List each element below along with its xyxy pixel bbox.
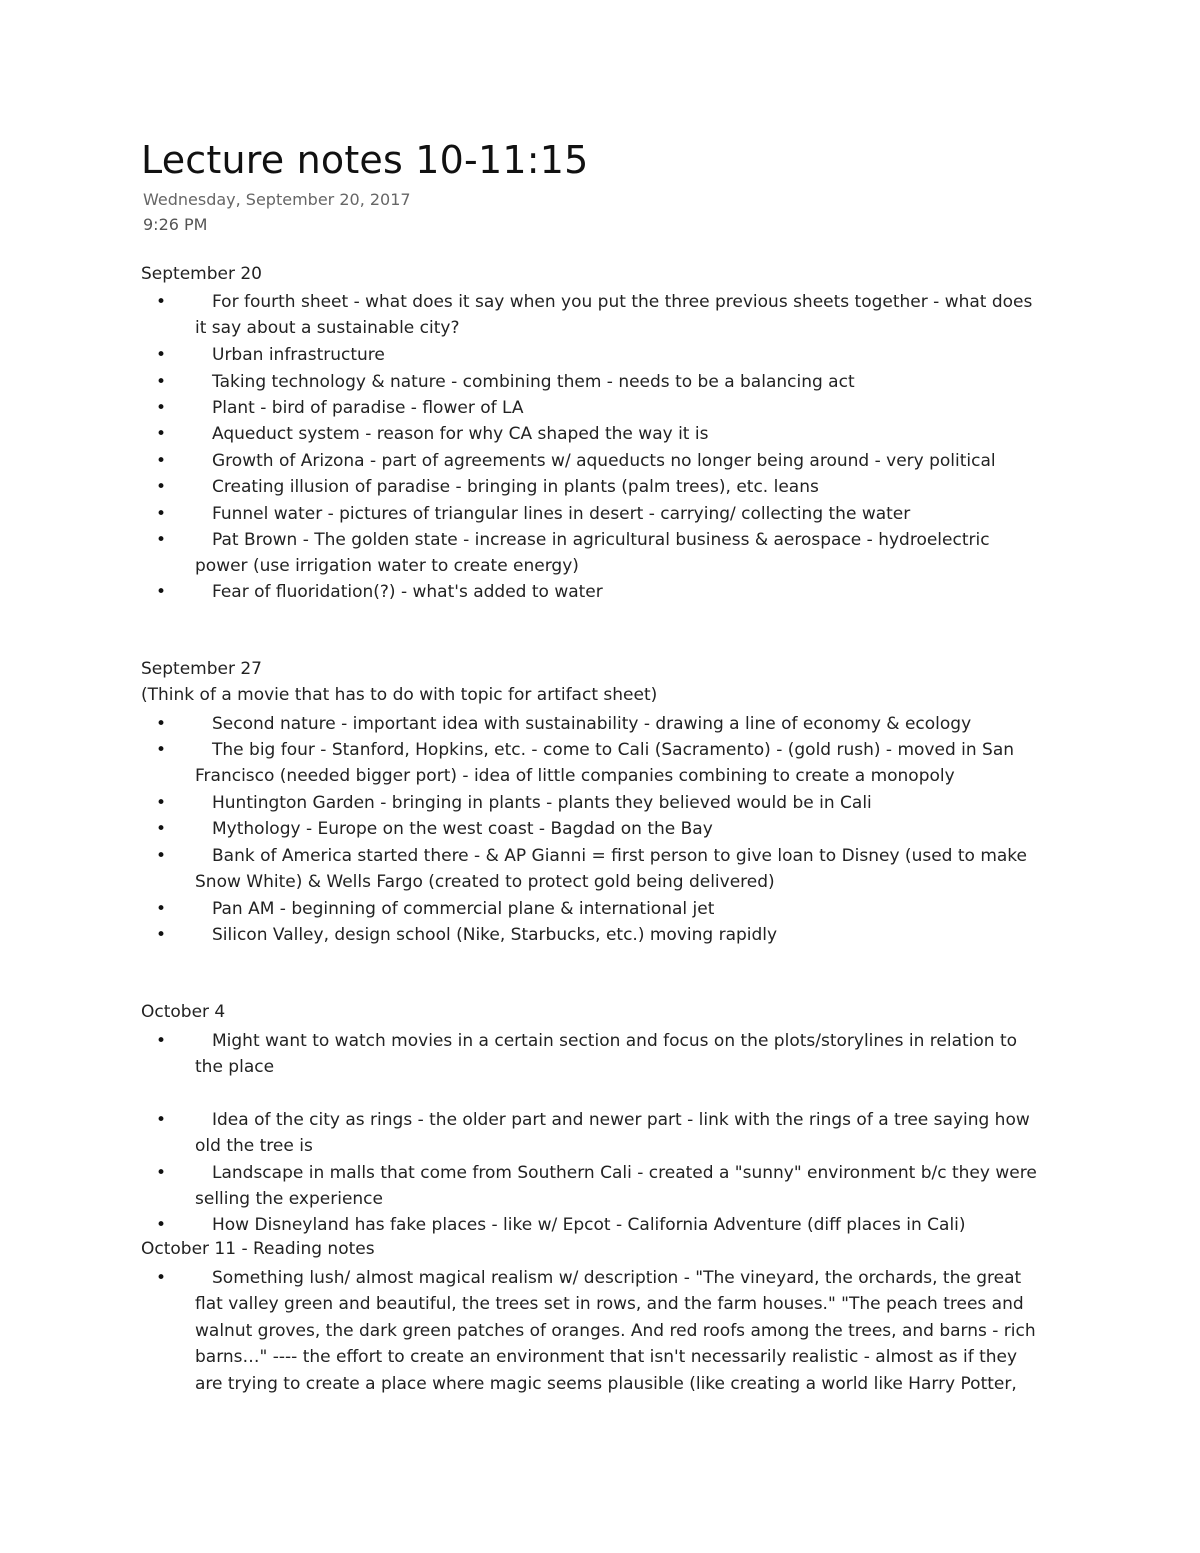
section-heading: October 4	[141, 1002, 226, 1022]
list-item-text: For fourth sheet - what does it say when you put the three previous sheets together - what does	[212, 292, 1033, 312]
bullet-icon: •	[156, 925, 167, 945]
bullet-icon: •	[156, 477, 167, 497]
list-item-text: Growth of Arizona - part of agreements w/ aqueducts no longer being around - very political	[212, 451, 996, 471]
page-title: Lecture notes 10-11:15	[141, 138, 589, 182]
list-item-text: power (use irrigation water to create energy)	[195, 556, 579, 576]
list-item-text: selling the experience	[195, 1189, 383, 1209]
bullet-icon: •	[156, 740, 167, 760]
list-item-text: Urban infrastructure	[212, 345, 385, 365]
list-item-text: Something lush/ almost magical realism w/ description - "The vineyard, the orchards, the great	[212, 1268, 1022, 1288]
bullet-icon: •	[156, 372, 167, 392]
list-item-text: Creating illusion of paradise - bringing in plants (palm trees), etc. leans	[212, 477, 819, 497]
bullet-icon: •	[156, 714, 167, 734]
list-item-text: Mythology - Europe on the west coast - Bagdad on the Bay	[212, 819, 713, 839]
list-item-text: The big four - Stanford, Hopkins, etc. - come to Cali (Sacramento) - (gold rush) - moved in San	[212, 740, 1015, 760]
bullet-icon: •	[156, 819, 167, 839]
list-item-text: the place	[195, 1057, 275, 1077]
list-item-text: Aqueduct system - reason for why CA shaped the way it is	[212, 424, 709, 444]
list-item-text: walnut groves, the dark green patches of oranges. And red roofs among the trees, and barns - rich	[195, 1321, 1036, 1341]
list-item-text: Might want to watch movies in a certain section and focus on the plots/storylines in relation to	[212, 1031, 1018, 1051]
list-item-text: barns…" ---- the effort to create an environment that isn't necessarily realistic - almost as if they	[195, 1347, 1018, 1367]
list-item-text: Funnel water - pictures of triangular lines in desert - carrying/ collecting the water	[212, 504, 911, 524]
list-item-text: Francisco (needed bigger port) - idea of little companies combining to create a monopoly	[195, 766, 955, 786]
list-item-text: Snow White) & Wells Fargo (created to protect gold being delivered)	[195, 872, 775, 892]
bullet-icon: •	[156, 793, 167, 813]
list-item-text: it say about a sustainable city?	[195, 318, 460, 338]
section-note: (Think of a movie that has to do with topic for artifact sheet)	[141, 685, 658, 705]
bullet-icon: •	[156, 1031, 167, 1051]
bullet-icon: •	[156, 1110, 167, 1130]
bullet-icon: •	[156, 899, 167, 919]
bullet-icon: •	[156, 398, 167, 418]
bullet-icon: •	[156, 582, 167, 602]
note-time: 9:26 PM	[143, 215, 208, 234]
note-date: Wednesday, September 20, 2017	[143, 190, 411, 209]
bullet-icon: •	[156, 846, 167, 866]
bullet-icon: •	[156, 345, 167, 365]
list-item-text: Huntington Garden - bringing in plants - plants they believed would be in Cali	[212, 793, 872, 813]
list-item-text: Pat Brown - The golden state - increase in agricultural business & aerospace - hydroelectric	[212, 530, 990, 550]
list-item-text: Pan AM - beginning of commercial plane & international jet	[212, 899, 715, 919]
list-item-text: How Disneyland has fake places - like w/ Epcot - California Adventure (diff places in Cali)	[212, 1215, 966, 1235]
list-item-text: Bank of America started there - & AP Gianni = first person to give loan to Disney (used to make	[212, 846, 1027, 866]
list-item-text: Taking technology & nature - combining them - needs to be a balancing act	[212, 372, 855, 392]
bullet-icon: •	[156, 292, 167, 312]
list-item-text: Second nature - important idea with sustainability - drawing a line of economy & ecology	[212, 714, 972, 734]
bullet-icon: •	[156, 530, 167, 550]
section-heading: September 20	[141, 264, 263, 284]
bullet-icon: •	[156, 1163, 167, 1183]
list-item-text: are trying to create a place where magic seems plausible (like creating a world like Harry Potter,	[195, 1374, 1017, 1394]
list-item-text: flat valley green and beautiful, the trees set in rows, and the farm houses." "The peach trees and	[195, 1294, 1024, 1314]
bullet-icon: •	[156, 1268, 167, 1288]
section-heading: September 27	[141, 659, 263, 679]
bullet-icon: •	[156, 451, 167, 471]
section-heading: October 11 - Reading notes	[141, 1239, 375, 1259]
list-item-text: Fear of fluoridation(?) - what's added to water	[212, 582, 603, 602]
list-item-text: Landscape in malls that come from Southern Cali - created a "sunny" environment b/c they were	[212, 1163, 1037, 1183]
bullet-icon: •	[156, 424, 167, 444]
bullet-icon: •	[156, 1215, 167, 1235]
list-item-text: Silicon Valley, design school (Nike, Starbucks, etc.) moving rapidly	[212, 925, 778, 945]
bullet-icon: •	[156, 504, 167, 524]
list-item-text: Plant - bird of paradise - flower of LA	[212, 398, 524, 418]
list-item-text: old the tree is	[195, 1136, 313, 1156]
list-item-text: Idea of the city as rings - the older part and newer part - link with the rings of a tree saying how	[212, 1110, 1030, 1130]
